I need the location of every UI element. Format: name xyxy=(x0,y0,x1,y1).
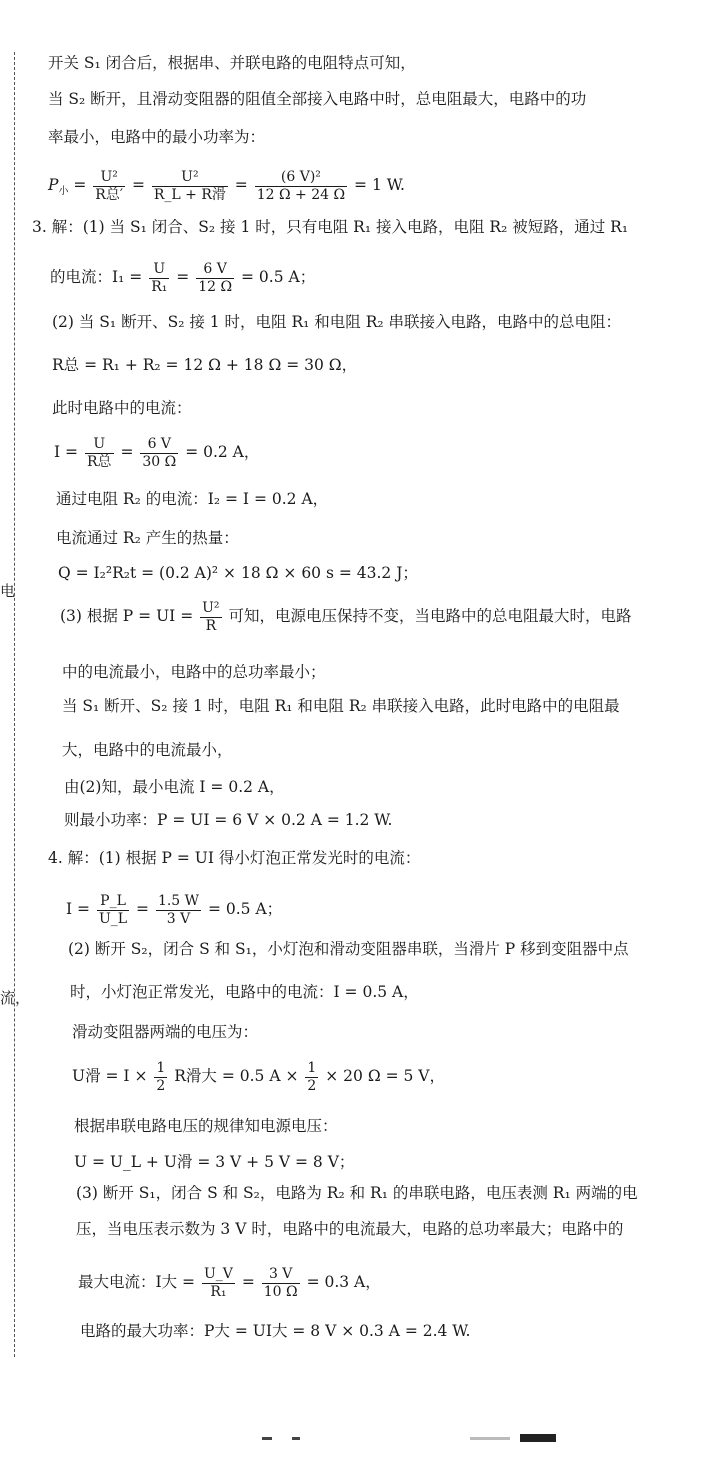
text-line: 大，电路中的电流最小， xyxy=(62,741,233,759)
numerator: (6 V)² xyxy=(255,169,347,187)
margin-fragment: 电 xyxy=(0,582,16,600)
numerator: U² xyxy=(93,169,125,187)
formula-subscript: 小 xyxy=(58,186,69,198)
numerator: U xyxy=(149,261,169,279)
denominator: U_L xyxy=(98,910,128,927)
formula-line xyxy=(72,1057,445,1095)
denominator: R₁ xyxy=(210,1283,227,1300)
formula-line: I = U R总 = $\frac{6 V}{30 \Omega}$ = 0.2 A， xyxy=(54,435,260,470)
denominator: 2 xyxy=(307,1077,317,1094)
margin-fragment: 流， xyxy=(0,989,31,1007)
fraction xyxy=(200,600,221,635)
text-line: 由(2)知，最小电流 I = 0.2 A， xyxy=(64,778,285,796)
numerator: 6 V xyxy=(140,436,178,454)
denominator: R总 xyxy=(86,453,112,470)
fraction xyxy=(202,1266,235,1301)
formula-line: 的电流：I₁ = $\frac{U}{\text{R₁}}$ = $\frac{6 V}{12 \Omega}$ = 0.5 A； xyxy=(50,260,316,295)
formula-result: = 0.2 A， xyxy=(185,443,260,461)
formula-prefix: I = xyxy=(66,900,91,918)
formula-line: I = $\frac{P\_L}{U\_L}$ = $\frac{1.5 W}{3 V}$ = 0.5 A； xyxy=(66,892,283,927)
formula-result: = 0.5 A； xyxy=(241,268,316,286)
formula-line: $P_小$ = U² R总′ = U² R_L + R滑 = $\frac{\text{(6 V)²}}{12 \Omega + 24 \Omega}$ = 1 W. xyxy=(48,168,405,203)
formula-line: 最大电流：I大 = $\frac{U\_V}{\text{R₁}}$ = $\frac{3 V}{10 \Omega}$ = 0.3 A， xyxy=(78,1265,381,1300)
text-line: 中的电流最小，电路中的总功率最小； xyxy=(62,663,326,681)
fraction xyxy=(140,436,178,471)
fraction xyxy=(156,893,201,928)
scan-mark xyxy=(520,1434,556,1442)
denominator: 3 V xyxy=(166,910,191,927)
denominator: 12 Ω xyxy=(198,278,233,295)
numerator: U xyxy=(85,436,114,454)
text-line: 根据串联电路电压的规律知电源电压： xyxy=(74,1117,338,1135)
formula-prefix: U滑 = I × xyxy=(72,1067,148,1085)
numerator: U² xyxy=(202,599,220,616)
numerator: 1 xyxy=(156,1059,166,1076)
scan-mark xyxy=(262,1437,272,1440)
text-line: 率最小，电路中的最小功率为： xyxy=(48,128,266,146)
text-line: 此时电路中的电流： xyxy=(52,399,192,417)
fraction xyxy=(85,436,114,471)
question-heading: 3. 解：(1) 当 S₁ 闭合、S₂ 接 1 时，只有电阻 R₁ 接入电路，电阻 R₂ 被短路，通过 R₁ xyxy=(32,218,629,236)
formula-symbol: P xyxy=(48,176,59,194)
formula-line: 则最小功率：P = UI = 6 V × 0.2 A = 1.2 W. xyxy=(64,811,393,829)
numerator: 1.5 W xyxy=(157,892,200,909)
fraction xyxy=(305,1060,318,1095)
text-line: 当 S₂ 断开，且滑动变阻器的阻值全部接入电路中时，总电阻最大，电路中的功 xyxy=(48,90,587,108)
numerator: 1 xyxy=(307,1059,317,1076)
formula-middle: R滑大 = 0.5 A × xyxy=(174,1067,299,1085)
fraction xyxy=(262,1266,300,1301)
denominator: R总′ xyxy=(95,186,124,203)
text-line: 压，当电压表示数为 3 V 时，电路中的电流最大，电路的总功率最大；电路中的 xyxy=(76,1220,624,1238)
numerator: 6 V xyxy=(196,261,234,279)
text-line: 开关 S₁ 闭合后，根据串、并联电路的电阻特点可知， xyxy=(48,54,416,72)
text-line: 时，小灯泡正常发光，电路中的电流：I = 0.5 A， xyxy=(70,983,419,1001)
denominator: 12 Ω + 24 Ω xyxy=(256,186,346,203)
formula-prefix: 最大电流：I大 = xyxy=(78,1273,196,1291)
denominator: R xyxy=(205,617,217,634)
scan-mark xyxy=(470,1437,510,1440)
denominator: R_L + R滑 xyxy=(153,186,226,203)
text-line: 电流通过 R₂ 产生的热量： xyxy=(56,529,239,547)
scan-mark xyxy=(292,1437,300,1440)
numerator: U_V xyxy=(203,1265,233,1282)
formula-line: U = U_L + U滑 = 3 V + 5 V = 8 V； xyxy=(74,1153,355,1171)
formula-result: × 20 Ω = 5 V， xyxy=(325,1067,445,1085)
denominator: 30 Ω xyxy=(142,453,177,470)
text-line: (2) 断开 S₂，闭合 S 和 S₁，小灯泡和滑动变阻器串联，当滑片 P 移到变阻器中点 xyxy=(68,940,629,958)
denominator: R₁ xyxy=(151,278,168,295)
text-line: (3) 断开 S₁，闭合 S 和 S₂，电路为 R₂ 和 R₁ 的串联电路，电压表测 R₁ 两端的电 xyxy=(76,1184,638,1202)
formula-result: = 0.3 A， xyxy=(306,1273,381,1291)
denominator: 10 Ω xyxy=(263,1283,298,1300)
binding-line xyxy=(14,52,15,1357)
fraction xyxy=(196,261,234,296)
formula-line xyxy=(60,597,632,635)
denominator: 2 xyxy=(156,1077,166,1094)
formula-prefix: (3) 根据 P = UI = xyxy=(60,607,194,625)
text-line: 通过电阻 R₂ 的电流：I₂ = I = 0.2 A， xyxy=(56,490,329,508)
fraction xyxy=(97,893,129,928)
fraction xyxy=(255,169,347,204)
numerator: 3 V xyxy=(262,1266,300,1284)
question-heading: 4. 解：(1) 根据 P = UI 得小灯泡正常发光时的电流： xyxy=(48,849,421,867)
numerator: U² xyxy=(152,169,228,187)
formula-line: Q = I₂²R₂t = (0.2 A)² × 18 Ω × 60 s = 43.2 J； xyxy=(58,564,418,582)
fraction xyxy=(154,1060,167,1095)
text-line: 滑动变阻器两端的电压为： xyxy=(72,1023,259,1041)
formula-prefix: I = xyxy=(54,443,79,461)
numerator: P_L xyxy=(97,893,129,911)
formula-line: R总 = R₁ + R₂ = 12 Ω + 18 Ω = 30 Ω， xyxy=(52,356,358,374)
fraction xyxy=(152,169,228,204)
fraction xyxy=(93,169,125,204)
fraction xyxy=(149,261,169,296)
text-line: (2) 当 S₁ 断开、S₂ 接 1 时，电阻 R₁ 和电阻 R₂ 串联接入电路，电路中的总电阻： xyxy=(52,313,622,331)
formula-result: = 0.5 A； xyxy=(207,900,283,918)
text-line: 当 S₁ 断开、S₂ 接 1 时，电阻 R₁ 和电阻 R₂ 串联接入电路，此时电路中的电阻最 xyxy=(62,697,620,715)
formula-result: = 1 W. xyxy=(354,176,405,194)
formula-prefix: 的电流：I₁ = xyxy=(50,268,143,286)
formula-suffix: 可知，电源电压保持不变，当电路中的总电阻最大时，电路 xyxy=(228,607,632,625)
formula-line: 电路的最大功率：P大 = UI大 = 8 V × 0.3 A = 2.4 W. xyxy=(80,1322,471,1340)
